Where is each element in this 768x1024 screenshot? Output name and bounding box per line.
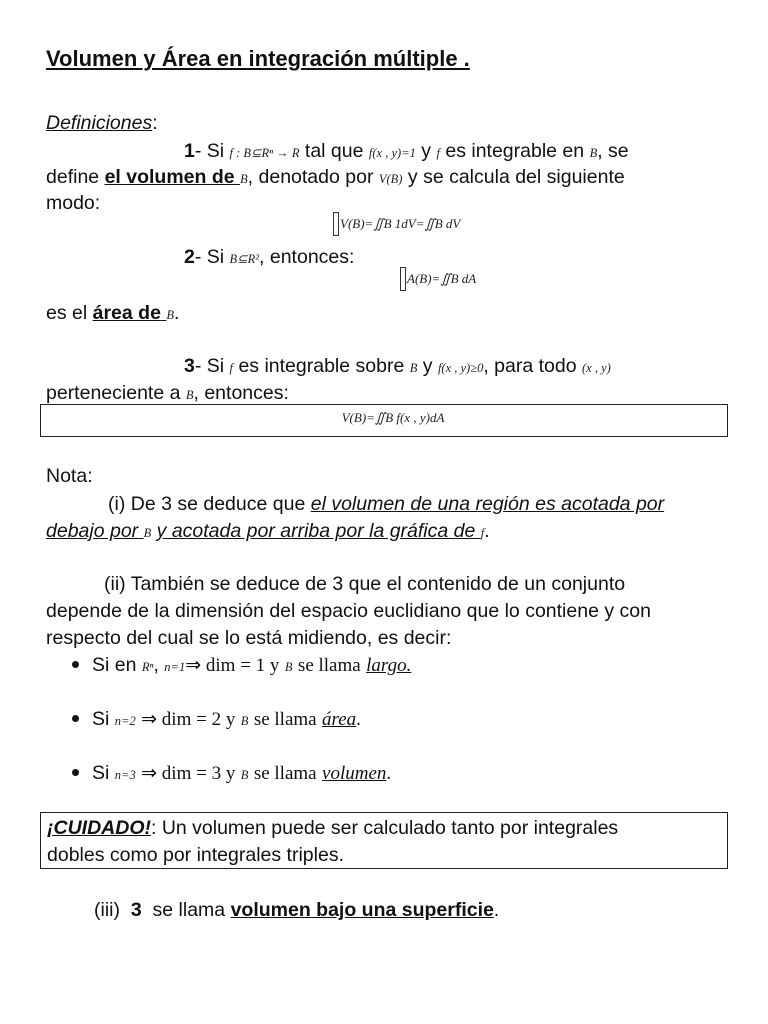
nota-i-underlined-1: el volumen de una región es acotada por — [310, 493, 665, 515]
iii-prefix: (iii) — [94, 899, 120, 921]
def3-para-todo: , para todo — [483, 355, 577, 377]
bullet-item-2 — [92, 706, 361, 734]
bullet1-word: largo. — [366, 655, 412, 676]
bullet2-llama: se llama — [253, 709, 317, 730]
def1-se: , se — [597, 140, 629, 162]
cuidado-label: ¡CUIDADO! — [47, 817, 151, 839]
def2-si: - Si — [194, 246, 225, 268]
def1-VB-formula: V(B) — [378, 172, 403, 186]
formula-frame-icon-2 — [400, 267, 406, 291]
bullet3-n-formula: n=3 — [114, 768, 136, 782]
def1-line3: modo: — [46, 192, 101, 214]
bullet1-Rn: Rⁿ — [141, 660, 154, 674]
bullet1-llama: se llama — [297, 655, 361, 676]
bullet3-pre: Si — [92, 762, 110, 784]
def3-number: 3 — [184, 355, 195, 377]
def2-B-symbol: B — [166, 308, 174, 322]
def3-formula: V(B)=∬B f(x , y)dA — [341, 410, 445, 425]
bullet-item-3 — [92, 760, 391, 788]
def1-si: - Si — [194, 140, 225, 162]
bullet3-after: . — [386, 763, 392, 784]
def1-integrable-en: es integrable en — [445, 140, 585, 162]
nota-i-underlined-2: debajo por — [46, 520, 139, 542]
def1-B-symbol: B — [589, 146, 598, 160]
def3-perteneciente: perteneciente a — [46, 382, 181, 404]
def3-line1 — [184, 353, 611, 381]
def1-y: y — [421, 140, 432, 162]
def2-term: área de — [92, 302, 161, 324]
bullet3-llama: se llama — [253, 763, 317, 784]
def1-denotado: , denotado por — [247, 166, 374, 188]
bullet3-dim: ⇒ dim = 3 y — [141, 763, 236, 784]
bullet2-word: área — [322, 709, 357, 730]
def3-formula-box — [40, 404, 728, 437]
bullet1-dim: ⇒ dim = 1 y — [185, 655, 280, 676]
def2-line1 — [184, 244, 354, 272]
def3-si: - Si — [194, 355, 225, 377]
bullet2-dim: ⇒ dim = 2 y — [141, 709, 236, 730]
def3-B-symbol-2: B — [185, 388, 194, 402]
def3-f-symbol: f — [229, 361, 234, 375]
bullet1-B-symbol: B — [284, 660, 293, 674]
def3-entonces: , entonces: — [193, 382, 289, 404]
def1-map-formula: f : B⊆Rⁿ → R — [229, 146, 300, 160]
bullet-item-1 — [92, 652, 411, 680]
iii-mid: se llama — [152, 899, 226, 921]
nota-i-f-symbol: f — [480, 526, 485, 540]
iii-number: 3 — [130, 899, 142, 921]
nota-ii-line1: (ii) También se deduce de 3 que el contenido de un conjunto — [104, 573, 626, 595]
iii-dot: . — [493, 899, 500, 921]
nota-i-B-symbol: B — [143, 526, 152, 540]
bullet2-n-formula: n=2 — [114, 714, 136, 728]
bullet1-comma: , — [153, 654, 159, 676]
nota-i-prefix: (i) De 3 se deduce que — [108, 493, 306, 515]
cuidado-text-1: : Un volumen puede ser calculado tanto por integrales — [150, 817, 619, 839]
def2-formula-block — [400, 267, 476, 291]
definitions-heading — [46, 110, 158, 136]
iii-term: volumen bajo una superficie — [230, 899, 494, 921]
definitions-label: Definiciones — [46, 112, 153, 134]
nota-i-line2 — [46, 518, 490, 546]
cuidado-box — [40, 812, 728, 869]
def2-entonces: , entonces: — [259, 246, 355, 268]
def1-tal-que: tal que — [304, 140, 364, 162]
def3-B-symbol: B — [409, 361, 418, 375]
def3-xy-formula: (x , y) — [582, 361, 611, 375]
def1-formula-block — [333, 212, 460, 236]
bullet3-word: volumen — [322, 763, 387, 784]
nota-i-dot: . — [484, 520, 490, 542]
def1-formula: V(B)=∬B 1dV=∬B dV — [340, 216, 461, 232]
def3-condition-formula: f(x , y)≥0 — [437, 361, 484, 375]
bullet2-pre: Si — [92, 708, 110, 730]
def2-dot: . — [174, 302, 180, 324]
bullet2-after: . — [356, 709, 361, 730]
def2-set-formula: B⊆R² — [229, 252, 260, 266]
def3-integrable-sobre: es integrable sobre — [238, 355, 405, 377]
bullet2-B-symbol: B — [240, 714, 249, 728]
def2-number: 2 — [184, 246, 195, 268]
def1-line2 — [46, 164, 625, 192]
definitions-colon: : — [152, 112, 158, 134]
def2-line2 — [46, 300, 179, 328]
cuidado-line1 — [47, 815, 618, 841]
nota-label: Nota: — [46, 465, 93, 487]
nota-i-line1 — [108, 491, 664, 517]
bullet3-B-symbol: B — [240, 768, 249, 782]
def1-calcula: y se calcula del siguiente — [407, 166, 625, 188]
bullet1-pre: Si en — [92, 654, 137, 676]
def1-term: el volumen de — [104, 166, 235, 188]
def2-formula: A(B)=∬B dA — [407, 271, 477, 287]
def1-condition-formula: f(x , y)=1 — [368, 146, 416, 160]
page-title: Volumen y Área en integración múltiple . — [46, 46, 470, 71]
bullet-dot-2 — [72, 715, 79, 722]
cuidado-line2: dobles como por integrales triples. — [47, 844, 344, 866]
nota-i-underlined-3: y acotada por arriba por la gráfica de — [156, 520, 476, 542]
bullet-dot-1 — [72, 661, 79, 668]
def1-define: define — [46, 166, 100, 188]
def1-f-symbol: f — [436, 146, 440, 160]
def1-number: 1 — [184, 140, 195, 162]
formula-frame-icon — [333, 212, 339, 236]
nota-ii-line3: respecto del cual se lo está midiendo, es decir: — [46, 627, 452, 649]
nota-iii-line — [94, 897, 499, 923]
def1-B-symbol-2: B — [240, 172, 248, 186]
def3-y: y — [422, 355, 433, 377]
def2-es-el: es el — [46, 302, 88, 324]
nota-ii-line2: depende de la dimensión del espacio euclidiano que lo contiene y con — [46, 600, 651, 622]
bullet1-n-formula: n=1 — [164, 660, 186, 674]
bullet-dot-3 — [72, 769, 79, 776]
def1-line1 — [184, 138, 629, 166]
